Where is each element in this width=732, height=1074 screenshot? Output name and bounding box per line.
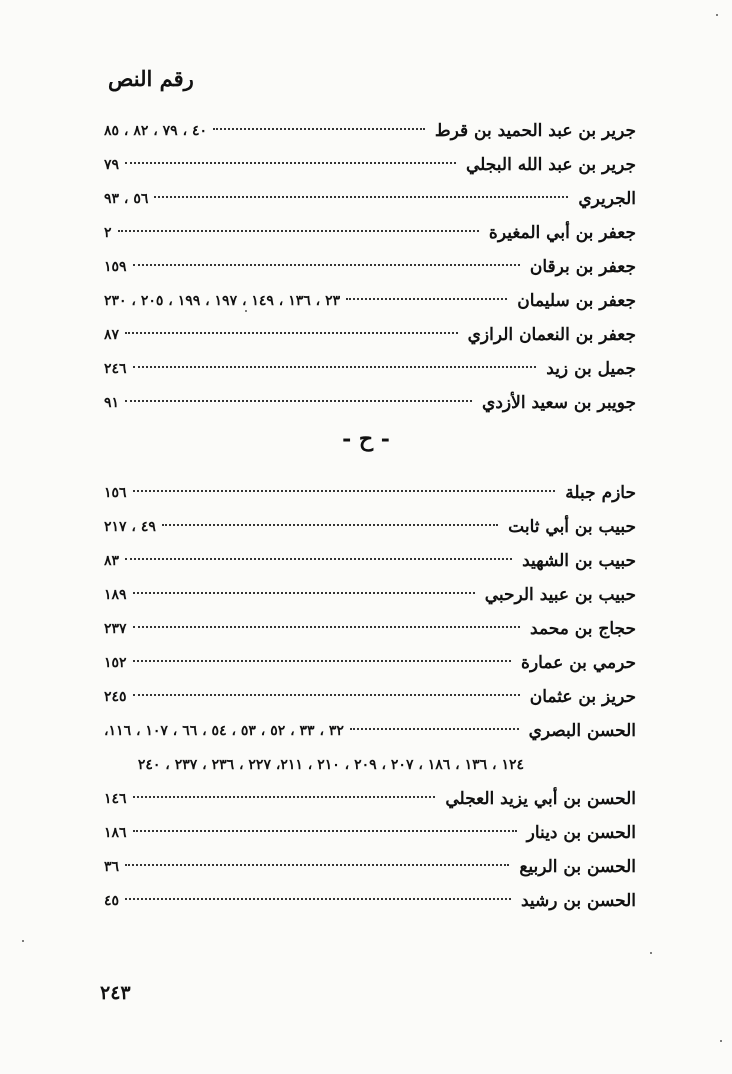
entry-pages: ٢٣ ، ١٣٦ ، ١٤٩ ، ١٩٧ ، ١٩٩ ، ٢٠٥ ، ٢٣٠	[104, 293, 341, 309]
dot-leader	[346, 298, 507, 300]
entry-name: الحسن البصري	[528, 721, 636, 741]
section-letter-ha: - ح -	[342, 426, 390, 452]
entry-name: جرير بن عبد الله البجلي	[466, 155, 636, 175]
index-entry	[104, 476, 636, 510]
entry-name: حرمي بن عمارة	[521, 653, 636, 673]
entry-pages: ٩١	[104, 395, 120, 411]
index-entry	[104, 148, 636, 182]
entry-name: الحسن بن رشيد	[521, 891, 636, 911]
index-entry	[104, 646, 636, 680]
entry-name: حريز بن عثمان	[529, 687, 636, 707]
column-heading: رقم النص	[108, 66, 194, 91]
entry-pages: ٨٧	[104, 327, 120, 343]
index-entry	[104, 284, 636, 318]
entry-pages: ١٨٩	[104, 587, 127, 603]
dot-leader	[154, 196, 568, 198]
entry-pages: ٣٢ ، ٣٣ ، ٥٢ ، ٥٣ ، ٥٤ ، ٦٦ ، ١٠٧ ، ١١٦،	[104, 723, 344, 739]
entry-name: جميل بن زيد	[546, 359, 636, 379]
entry-name: حبيب بن أبي ثابت	[508, 517, 636, 537]
entry-name: جعفر بن برقان	[529, 257, 636, 277]
entry-pages: ١٥٩	[104, 259, 127, 275]
entry-pages: ٣٦	[104, 859, 120, 875]
dot-leader	[133, 796, 436, 798]
entry-pages: ١٨٦	[104, 825, 127, 841]
entry-pages: ٢	[104, 225, 112, 241]
entry-name: حبيب بن عبيد الرحبي	[484, 585, 636, 605]
entry-name: جعفر بن سليمان	[517, 291, 636, 311]
entry-pages: ٤٠ ، ٧٩ ، ٨٢ ، ٨٥	[104, 123, 208, 139]
entry-name: حازم جبلة	[565, 483, 636, 503]
entry-name: الحسن بن أبي يزيد العجلي	[445, 789, 636, 809]
entry-name: جعفر بن أبي المغيرة	[488, 223, 636, 243]
dot-leader	[125, 400, 472, 402]
scan-speck	[245, 310, 247, 312]
index-entry	[104, 816, 636, 850]
entry-pages: ٧٩	[104, 157, 120, 173]
entry-pages: ٢٤٦	[104, 361, 127, 377]
entry-name: جرير بن عبد الحميد بن قرط	[434, 121, 636, 141]
dot-leader	[133, 660, 511, 662]
entry-name: حبيب بن الشهيد	[522, 551, 636, 571]
entry-pages: ٢٣٧	[104, 621, 127, 637]
dot-leader	[125, 162, 456, 164]
entries-group-hasan	[104, 782, 636, 918]
index-entry	[104, 782, 636, 816]
dot-leader	[213, 128, 425, 130]
entry-name: جعفر بن النعمان الرازي	[467, 325, 636, 345]
entry-pages: ١٥٢	[104, 655, 127, 671]
index-entry	[104, 114, 636, 148]
entry-pages: ٨٣	[104, 553, 120, 569]
scan-speck	[716, 14, 718, 16]
dot-leader	[133, 264, 520, 266]
index-entry	[104, 884, 636, 918]
entry-name: الحسن بن الربيع	[519, 857, 636, 877]
index-entry	[104, 578, 636, 612]
dot-leader	[125, 558, 512, 560]
index-entry	[104, 352, 636, 386]
entries-group-jim	[104, 114, 636, 420]
scan-speck	[650, 952, 652, 954]
entry-name: الجريري	[578, 189, 636, 209]
entry-pages: ١٥٦	[104, 485, 127, 501]
index-entry	[104, 612, 636, 646]
index-entry	[104, 714, 636, 748]
dot-leader	[133, 694, 520, 696]
dot-leader	[125, 864, 509, 866]
entry-continuation	[104, 748, 636, 782]
entry-name: الحسن بن دينار	[526, 823, 636, 843]
index-entry	[104, 182, 636, 216]
dot-leader	[350, 728, 519, 730]
entry-pages-continued: ١٢٤ ، ١٣٦ ، ١٨٦ ، ٢٠٧ ، ٢٠٩ ، ٢١٠ ، ٢١١، ٢٢٧ ، ٢٣٦ ، ٢٣٧ ، ٢٤٠	[137, 757, 524, 773]
index-entry	[104, 250, 636, 284]
dot-leader	[125, 898, 511, 900]
entries-group-ha	[104, 476, 636, 782]
index-entry	[104, 510, 636, 544]
entry-pages: ٤٩ ، ٢١٧	[104, 519, 156, 535]
index-entry	[104, 318, 636, 352]
index-entry	[104, 544, 636, 578]
page-number: ٢٤٣	[100, 982, 131, 1004]
scan-speck	[22, 940, 24, 942]
index-entry	[104, 386, 636, 420]
dot-leader	[133, 592, 475, 594]
dot-leader	[162, 524, 498, 526]
entry-name: جويبر بن سعيد الأزدي	[482, 393, 636, 413]
index-entry	[104, 680, 636, 714]
dot-leader	[133, 626, 520, 628]
index-entry	[104, 850, 636, 884]
entry-pages: ٥٦ ، ٩٣	[104, 191, 149, 207]
entry-name: حجاج بن محمد	[530, 619, 636, 639]
entry-pages: ٤٥	[104, 893, 120, 909]
index-entry	[104, 216, 636, 250]
dot-leader	[133, 830, 517, 832]
entry-pages: ١٤٦	[104, 791, 127, 807]
dot-leader	[118, 230, 479, 232]
scan-speck	[720, 1040, 722, 1042]
dot-leader	[125, 332, 458, 334]
entry-pages: ٢٤٥	[104, 689, 127, 705]
dot-leader	[133, 490, 556, 492]
dot-leader	[133, 366, 537, 368]
